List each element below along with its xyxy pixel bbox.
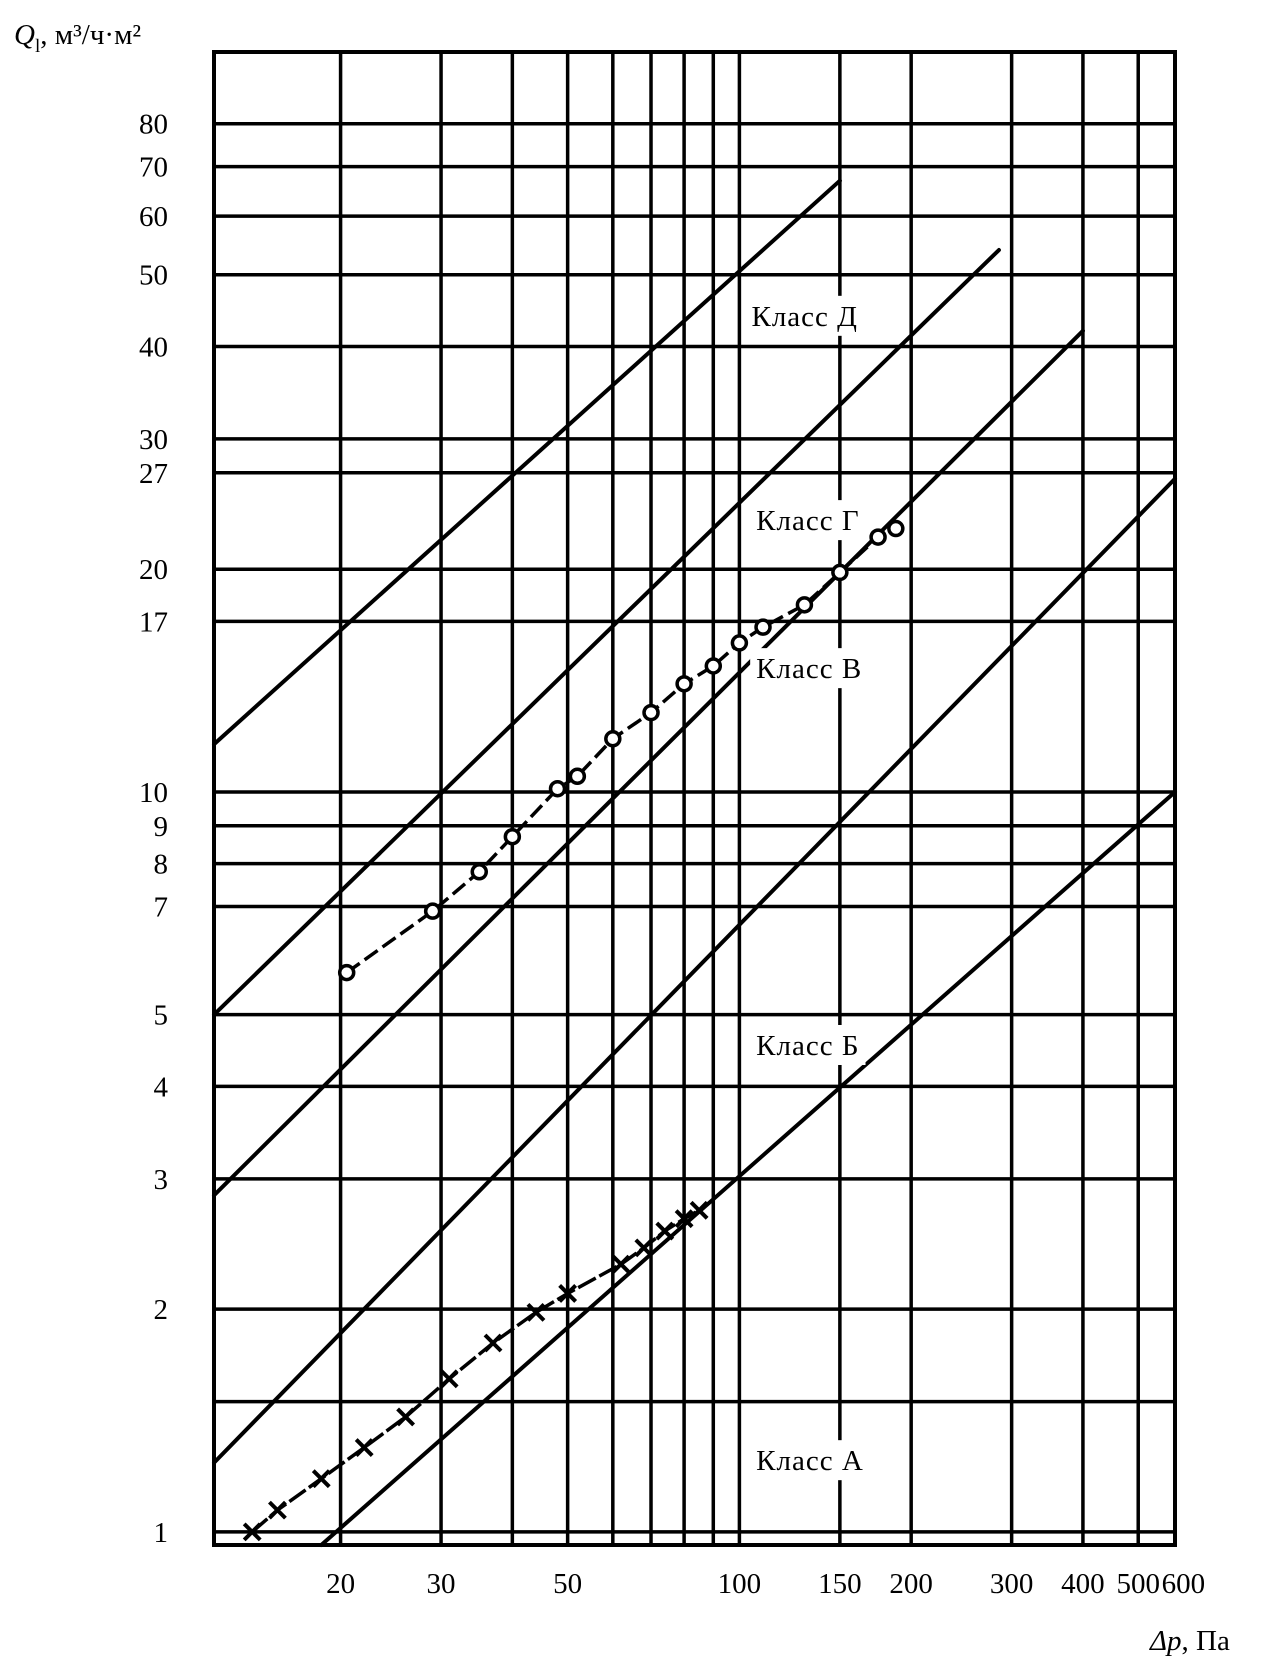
cross-marker <box>313 1471 329 1487</box>
y-axis-title: $Q_l$, м³/ч·м² <box>14 19 142 57</box>
circle-marker <box>551 782 565 796</box>
x-axis-symbol: Δp <box>1150 1625 1182 1657</box>
x-axis-title: Δp, Па <box>1150 1625 1230 1657</box>
cross-marker <box>398 1409 414 1425</box>
circle-marker <box>472 865 486 879</box>
y-tick-label: 8 <box>153 848 168 881</box>
y-tick-label: 30 <box>139 423 168 456</box>
circle-marker <box>833 565 847 579</box>
circle-marker <box>677 677 691 691</box>
class-label: Класс Д <box>751 300 858 333</box>
y-tick-label: 1 <box>153 1516 168 1549</box>
circle-marker <box>570 769 584 783</box>
cross-marker <box>441 1371 457 1387</box>
class-line <box>214 250 999 1015</box>
x-tick-label: 150 <box>818 1568 862 1600</box>
x-tick-label: 600 <box>1161 1568 1206 1600</box>
y-tick-label: 70 <box>139 151 168 184</box>
circle-marker <box>889 522 903 536</box>
series-line <box>252 1210 699 1532</box>
x-tick-label: 200 <box>889 1568 933 1600</box>
y-tick-label: 5 <box>153 999 168 1032</box>
y-axis-subscript: l <box>34 36 41 57</box>
cross-marker <box>356 1440 372 1456</box>
circle-marker <box>732 636 746 650</box>
x-tick-label: 50 <box>553 1568 583 1600</box>
x-tick-label: 300 <box>989 1568 1034 1600</box>
y-tick-label: 17 <box>139 606 168 639</box>
y-tick-label: 20 <box>139 554 168 587</box>
y-tick-label: 7 <box>153 891 168 924</box>
x-tick-label: 400 <box>1061 1568 1105 1600</box>
circle-marker <box>644 706 658 720</box>
circle-marker <box>871 530 885 544</box>
cross-marker <box>269 1502 285 1518</box>
y-tick-label: 2 <box>153 1294 168 1327</box>
circle-marker <box>756 620 770 634</box>
x-axis-unit: Па <box>1196 1625 1230 1657</box>
class-label: Класс А <box>756 1445 864 1478</box>
class-line <box>214 479 1175 1463</box>
circle-marker <box>505 830 519 844</box>
y-tick-label: 27 <box>139 457 168 490</box>
class-label: Класс Б <box>756 1029 860 1062</box>
circle-marker <box>606 732 620 746</box>
cross-marker <box>485 1335 501 1351</box>
class-line <box>214 331 1083 1196</box>
cross-marker <box>657 1223 673 1239</box>
y-tick-label: 80 <box>139 108 168 141</box>
y-axis-unit: м³/ч·м² <box>54 19 142 51</box>
cross-marker <box>528 1304 544 1320</box>
class-line <box>214 181 840 745</box>
cross-marker <box>691 1202 707 1218</box>
y-tick-label: 4 <box>153 1071 168 1104</box>
x-tick-label: 100 <box>717 1568 762 1600</box>
circle-marker <box>797 598 811 612</box>
class-label: Класс В <box>756 653 863 686</box>
y-tick-label: 50 <box>139 259 168 292</box>
circle-marker <box>706 659 720 673</box>
y-axis-symbol: Q <box>14 19 35 51</box>
x-tick-label: 20 <box>326 1568 356 1600</box>
class-label: Класс Г <box>756 505 860 538</box>
circle-marker <box>426 904 440 918</box>
circle-marker <box>340 966 354 980</box>
grid-lines <box>214 52 1175 1545</box>
y-tick-label: 9 <box>153 810 168 843</box>
cross-marker <box>613 1256 629 1272</box>
y-tick-label: 3 <box>153 1163 168 1196</box>
x-tick-label: 30 <box>426 1568 456 1600</box>
x-tick-label: 500 <box>1116 1568 1160 1600</box>
y-tick-label: 10 <box>139 776 168 809</box>
y-tick-label: 60 <box>139 201 168 234</box>
y-tick-label: 40 <box>139 331 168 364</box>
